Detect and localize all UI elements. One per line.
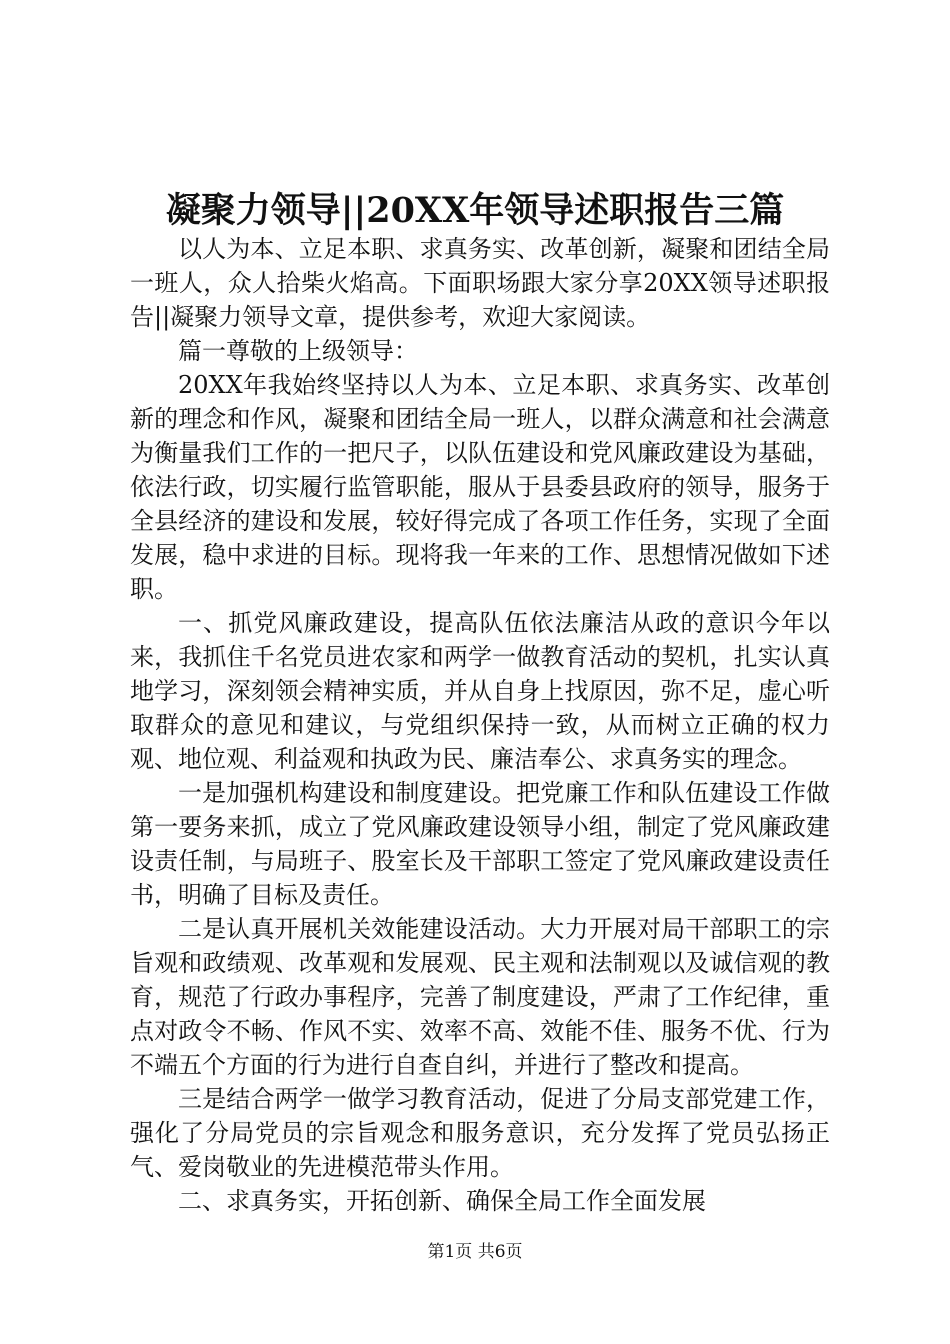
- paragraph-salutation: 篇一尊敬的上级领导：: [178, 337, 418, 365]
- page-footer: 第1页 共6页: [427, 1242, 523, 1262]
- paragraph-item-two: 二是认真开展机关效能建设活动。大力开展对局干部职工的宗旨观和政绩观、改革观和发展观、民主观和法制观以及诚信观的教育，规范了行政办事程序，完善了制度建设，严肃了工作纪律，重点对政令不畅、作风不实、效率不高、效能不佳、服务不优、行为不端五个方面的行为进行自查自纠，并进行了整改和提高。: [130, 915, 830, 1079]
- paragraph-section-one: 一、抓党风廉政建设，提高队伍依法廉洁从政的意识今年以来，我抓住千名党员进农家和两学一做教育活动的契机，扎实认真地学习，深刻领会精神实质，并从自身上找原因，弥不足，虚心听取群众的意见和建议，与党组织保持一致，从而树立正确的权力观、地位观、利益观和执政为民、廉洁奉公、求真务实的理念。: [130, 609, 830, 773]
- paragraph-section-two: 二、求真务实，开拓创新、确保全局工作全面发展: [178, 1187, 706, 1215]
- document-body: [130, 232, 830, 1218]
- paragraph-item-one: 一是加强机构建设和制度建设。把党廉工作和队伍建设工作做第一要务来抓，成立了党风廉政建设领导小组，制定了党风廉政建设责任制，与局班子、股室长及干部职工签定了党风廉政建设责任书，明确了目标及责任。: [130, 779, 830, 909]
- document-title: 凝聚力领导||20XX年领导述职报告三篇: [165, 190, 785, 231]
- paragraph-item-three: 三是结合两学一做学习教育活动，促进了分局支部党建工作，强化了分局党员的宗旨观念和服务意识，充分发挥了党员弘扬正气、爱岗敬业的先进模范带头作用。: [130, 1085, 830, 1181]
- paragraph-overview: 20XX年我始终坚持以人为本、立足本职、求真务实、改革创新的理念和作风，凝聚和团结全局一班人，以群众满意和社会满意为衡量我们工作的一把尺子，以队伍建设和党风廉政建设为基础，依法行政，切实履行监管职能，服从于县委县政府的领导，服务于全县经济的建设和发展，较好得完成了各项工作任务，实现了全面发展，稳中求进的目标。现将我一年来的工作、思想情况做如下述职。: [130, 371, 830, 603]
- paragraph-intro: 以人为本、立足本职、求真务实、改革创新，凝聚和团结全局一班人，众人拾柴火焰高。下面职场跟大家分享20XX领导述职报告||凝聚力领导文章，提供参考，欢迎大家阅读。: [130, 235, 830, 331]
